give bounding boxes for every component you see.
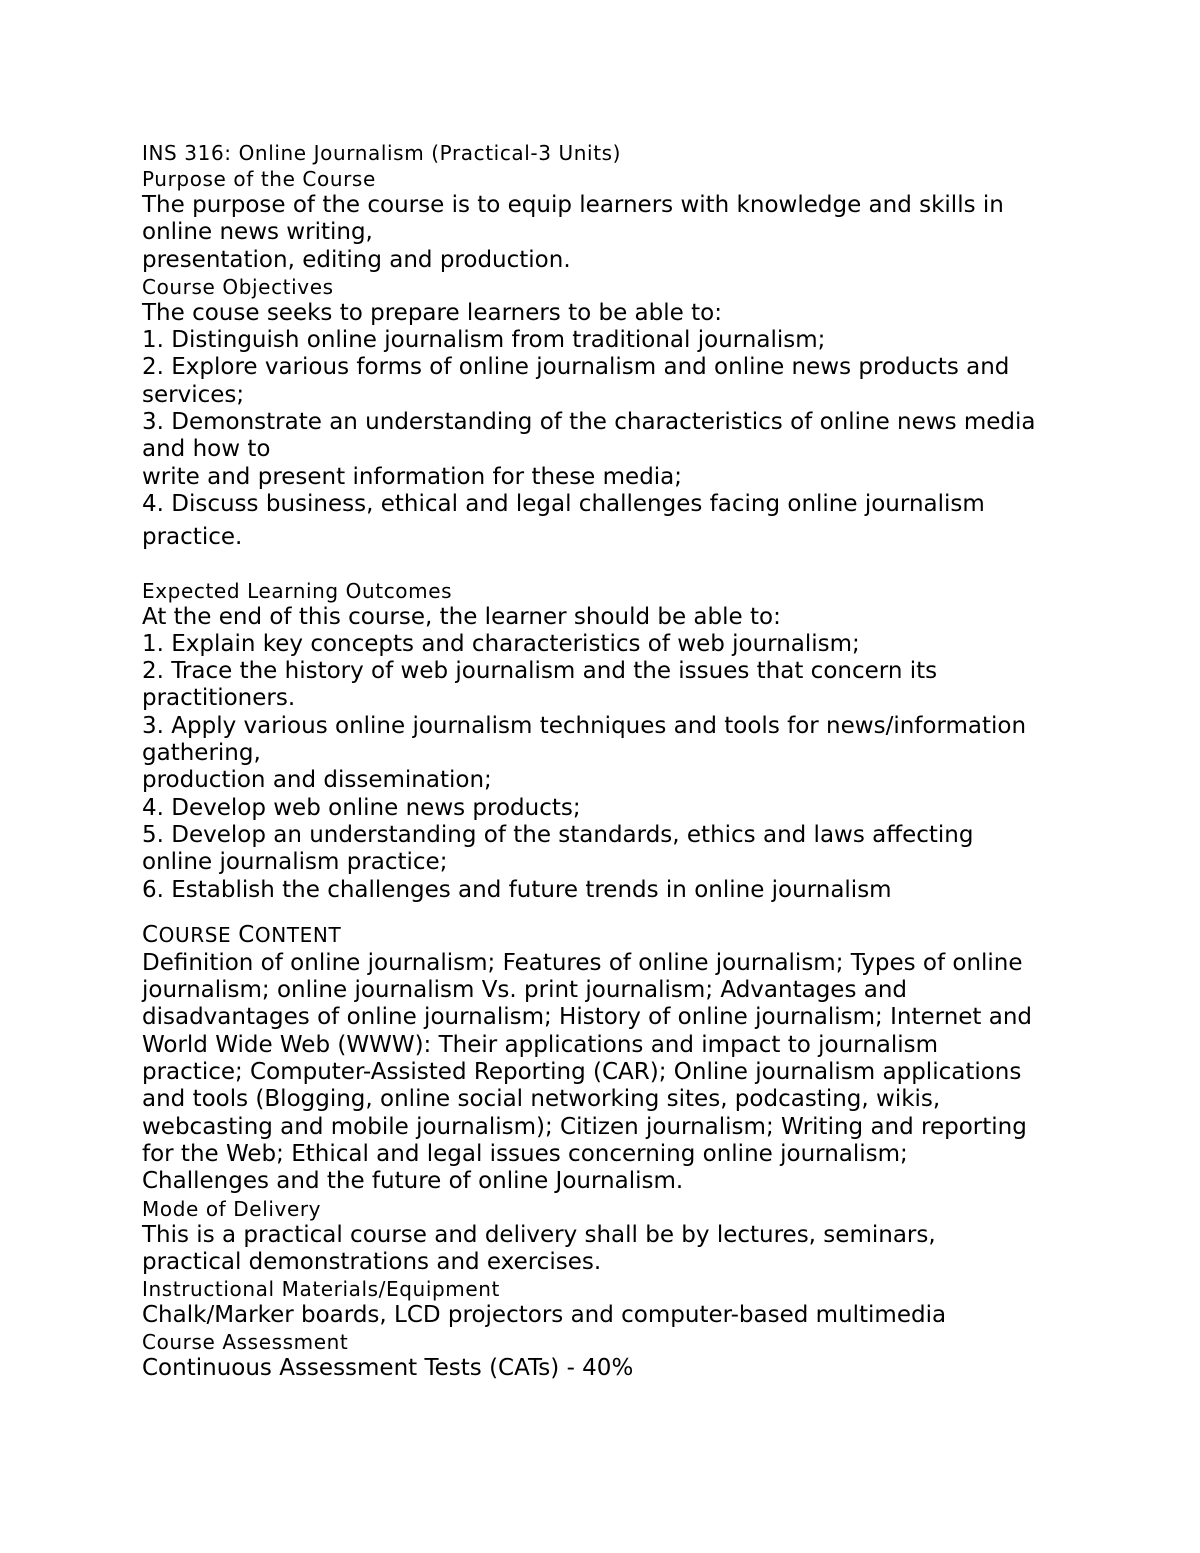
spacer bbox=[142, 552, 1072, 578]
course-title: INS 316: Online Journalism (Practical-3 Units) bbox=[142, 141, 622, 165]
purpose-line: presentation, editing and production. bbox=[142, 246, 571, 273]
purpose-line: The purpose of the course is to equip learners with knowledge and skills in bbox=[142, 192, 1004, 218]
objectives-line: write and present information for these media; bbox=[142, 463, 683, 490]
objectives-line: practice. bbox=[142, 524, 243, 551]
delivery-line: practical demonstrations and exercises. bbox=[142, 1248, 602, 1275]
outcomes-line: 2. Trace the history of web journalism and the issues that concern its bbox=[142, 658, 938, 685]
objectives-line: 2. Explore various forms of online journalism and online news products and bbox=[142, 354, 1010, 381]
purpose-heading: Purpose of the Course bbox=[142, 167, 376, 191]
objectives-line: services; bbox=[142, 381, 245, 408]
content-line: webcasting and mobile journalism); Citizen journalism; Writing and reporting bbox=[142, 1113, 1027, 1140]
materials-heading: Instructional Materials/Equipment bbox=[142, 1277, 500, 1302]
outcomes-heading: Expected Learning Outcomes bbox=[142, 578, 453, 603]
objectives-line: 1. Distinguish online journalism from traditional journalism; bbox=[142, 327, 826, 354]
outcomes-line: 4. Develop web online news products; bbox=[142, 794, 581, 821]
outcomes-line: 5. Develop an understanding of the standards, ethics and laws affecting bbox=[142, 821, 974, 848]
outcomes-line: online journalism practice; bbox=[142, 849, 448, 876]
outcomes-line: 6. Establish the challenges and future trends in online journalism bbox=[142, 876, 892, 903]
outcomes-line: production and dissemination; bbox=[142, 767, 492, 794]
materials-line: Chalk/Marker boards, LCD projectors and computer-based multimedia bbox=[142, 1302, 947, 1329]
objectives-heading: Course Objectives bbox=[142, 274, 334, 299]
assessment-line: Continuous Assessment Tests (CATs) - 40% bbox=[142, 1355, 634, 1382]
content-line: for the Web; Ethical and legal issues concerning online journalism; bbox=[142, 1140, 908, 1167]
content-line: and tools (Blogging, online social networking sites, podcasting, wikis, bbox=[142, 1086, 941, 1113]
objectives-line: The couse seeks to prepare learners to be able to: bbox=[142, 299, 722, 326]
document-page bbox=[142, 140, 1072, 1383]
outcomes-line: gathering, bbox=[142, 740, 261, 767]
course-content-heading: COURSE CONTENT bbox=[142, 921, 342, 948]
delivery-heading: Mode of Delivery bbox=[142, 1196, 322, 1221]
objectives-line: and how to bbox=[142, 436, 271, 463]
delivery-line: This is a practical course and delivery shall be by lectures, seminars, bbox=[142, 1221, 936, 1248]
spacer bbox=[142, 904, 1072, 920]
content-line: World Wide Web (WWW): Their applications and impact to journalism bbox=[142, 1031, 939, 1058]
outcomes-line: 3. Apply various online journalism techniques and tools for news/information bbox=[142, 712, 1027, 739]
content-line: journalism; online journalism Vs. print journalism; Advantages and bbox=[142, 977, 908, 1004]
content-line: Challenges and the future of online Journalism. bbox=[142, 1168, 684, 1195]
outcomes-line: 1. Explain key concepts and characteristics of web journalism; bbox=[142, 630, 860, 657]
content-line: practice; Computer-Assisted Reporting (CAR); Online journalism applications bbox=[142, 1059, 1022, 1086]
objectives-line: 3. Demonstrate an understanding of the characteristics of online news media bbox=[142, 409, 1036, 436]
purpose-line: online news writing, bbox=[142, 219, 373, 246]
content-line: disadvantages of online journalism; History of online journalism; Internet and bbox=[142, 1004, 1033, 1031]
outcomes-line: practitioners. bbox=[142, 685, 296, 712]
objectives-line: 4. Discuss business, ethical and legal challenges facing online journalism bbox=[142, 490, 985, 517]
content-line: Definition of online journalism; Features of online journalism; Types of online bbox=[142, 949, 1023, 976]
assessment-heading: Course Assessment bbox=[142, 1330, 349, 1355]
outcomes-line: At the end of this course, the learner should be able to: bbox=[142, 603, 781, 630]
